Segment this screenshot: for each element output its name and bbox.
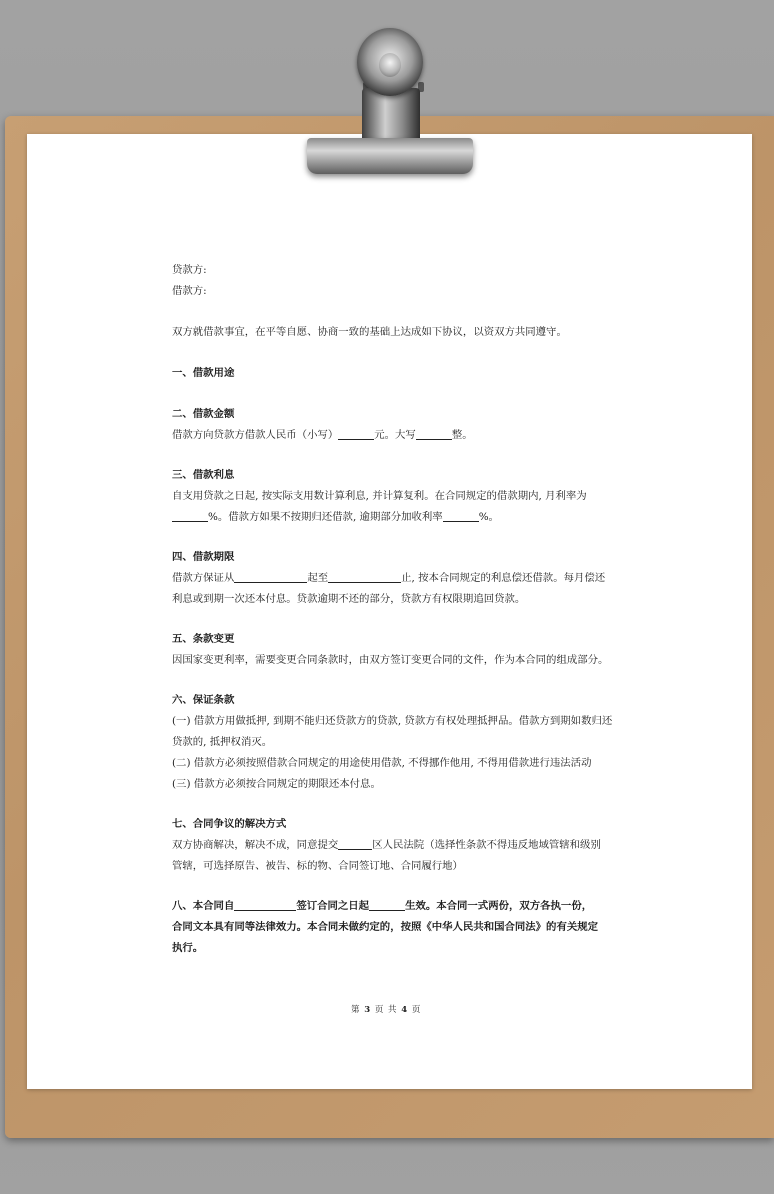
section-6-line-4: (三) 借款方必须按合同规定的期限还本付息。 bbox=[172, 778, 381, 790]
blank-amount-figures bbox=[338, 427, 374, 440]
blank-monthly-rate bbox=[172, 509, 208, 522]
text-span: %。借款方如果不按期归还借款, 逾期部分加收利率 bbox=[208, 511, 443, 523]
section-3-title: 三、借款利息 bbox=[172, 469, 235, 481]
blank-court bbox=[338, 837, 372, 850]
text-span: 页 bbox=[411, 1005, 422, 1015]
blank-effective-date bbox=[234, 898, 296, 911]
text-span: 生效。本合同一式两份，双方各执一份， bbox=[405, 900, 593, 912]
section-8-line-1 bbox=[172, 896, 608, 917]
text-span: 借款方向贷款方借款人民币（小写） bbox=[172, 429, 339, 441]
binder-clip-hole bbox=[379, 53, 401, 77]
section-6-line-3: (二) 借款方必须按照借款合同规定的用途使用借款, 不得挪作他用, 不得用借款进行违法活动 bbox=[172, 757, 592, 769]
section-2-title: 二、借款金额 bbox=[172, 408, 235, 420]
section-4-line-1 bbox=[172, 568, 608, 589]
section-7-line-2: 管辖，可选择原告、被告、标的物、合同签订地、合同履行地） bbox=[172, 860, 463, 872]
text-span: %。 bbox=[478, 511, 499, 523]
blank-amount-words bbox=[416, 427, 452, 440]
text-span: 页 共 bbox=[374, 1005, 398, 1015]
section-3-line-1: 自支用贷款之日起, 按实际支用数计算利息, 并计算复利。在合同规定的借款期内, 月利率为 bbox=[172, 490, 587, 502]
text-span: 第 bbox=[351, 1005, 361, 1015]
page-number bbox=[351, 1003, 421, 1015]
text-span: 起至 bbox=[307, 572, 329, 584]
section-6-line-2: 贷款的, 抵押权消灭。 bbox=[172, 736, 273, 748]
intro-paragraph: 双方就借款事宜，在平等自愿、协商一致的基础上达成如下协议，以资双方共同遵守。 bbox=[172, 326, 567, 338]
text-span: 元。大写 bbox=[374, 429, 416, 441]
text-span: 八、本合同自 bbox=[172, 900, 235, 912]
section-8-line-3: 执行。 bbox=[172, 942, 204, 954]
blank-start-date bbox=[234, 570, 307, 583]
total-page-number: 4 bbox=[401, 1005, 409, 1015]
text-span: 区人民法院（选择性条款不得违反地域管辖和级别 bbox=[372, 839, 601, 851]
section-5-line-1: 因国家变更利率，需要变更合同条款时，由双方签订变更合同的文件，作为本合同的组成部分。 bbox=[172, 654, 609, 666]
section-6-title: 六、保证条款 bbox=[172, 694, 235, 706]
text-span: 双方协商解决，解决不成，同意提交 bbox=[172, 839, 339, 851]
text-span: 签订合同之日起 bbox=[296, 900, 370, 912]
section-2-line-1 bbox=[172, 425, 608, 446]
section-1-title: 一、借款用途 bbox=[172, 367, 235, 379]
text-span: 借款方保证从 bbox=[172, 572, 235, 584]
blank-end-date bbox=[328, 570, 401, 583]
section-4-line-2: 利息或到期一次还本付息。贷款逾期不还的部分，贷款方有权限期追回贷款。 bbox=[172, 593, 526, 605]
section-6-line-1: (一) 借款方用做抵押, 到期不能归还贷款方的贷款, 贷款方有权处理抵押品。借款方到期如数归还 bbox=[172, 715, 613, 727]
text-span: 止, 按本合同规定的利息偿还借款。每月偿还 bbox=[401, 572, 606, 584]
text-span: 整。 bbox=[451, 429, 473, 441]
current-page-number: 3 bbox=[364, 1005, 372, 1015]
binder-clip-base bbox=[307, 138, 473, 174]
section-4-title: 四、借款期限 bbox=[172, 551, 235, 563]
lender-line: 贷款方: bbox=[172, 264, 207, 276]
borrower-line: 借款方: bbox=[172, 285, 207, 297]
section-7-line-1 bbox=[172, 835, 608, 856]
blank-overdue-rate bbox=[443, 509, 479, 522]
section-8-line-2: 合同文本具有同等法律效力。本合同未做约定的，按照《中华人民共和国合同法》的有关规定 bbox=[172, 921, 599, 933]
section-3-line-2 bbox=[172, 507, 608, 528]
contract-body bbox=[172, 260, 613, 959]
blank-effective-days bbox=[369, 898, 405, 911]
section-5-title: 五、条款变更 bbox=[172, 633, 235, 645]
section-7-title: 七、合同争议的解决方式 bbox=[172, 818, 287, 830]
